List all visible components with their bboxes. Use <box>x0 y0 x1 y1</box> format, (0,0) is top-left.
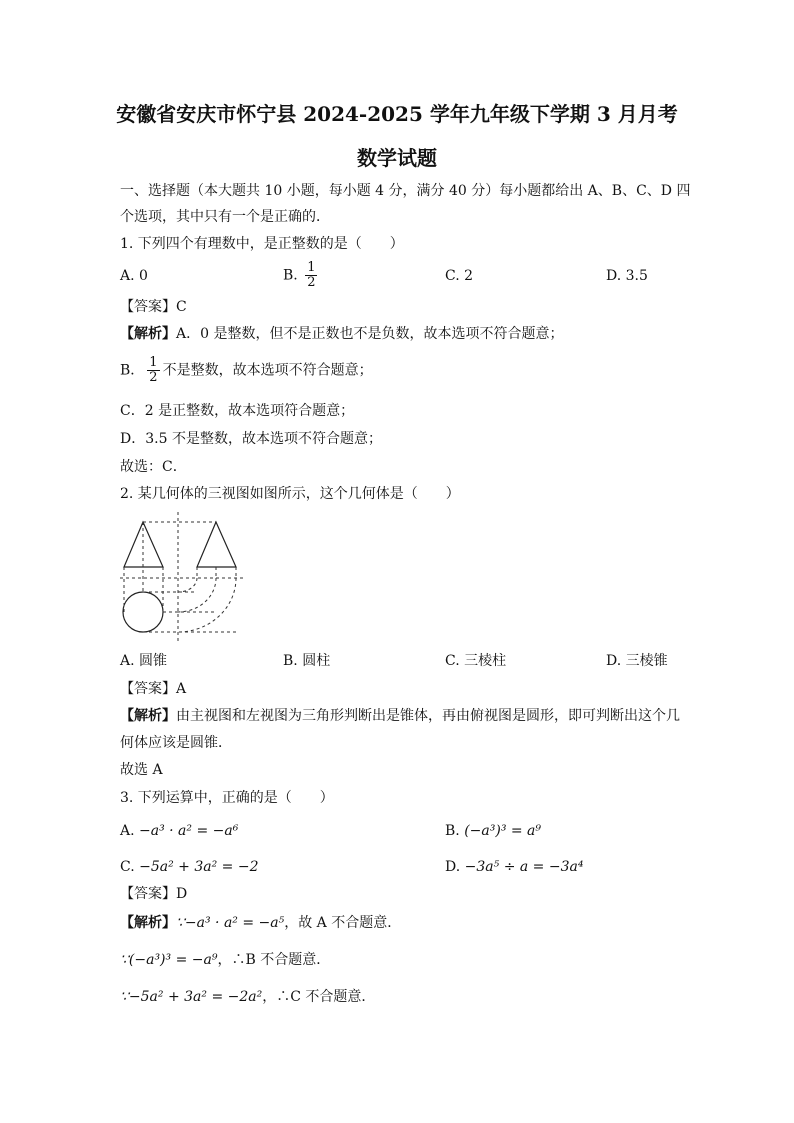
q1-answer: 【答案】C <box>120 299 187 315</box>
q3-analysis-expression2: ∵(−a³)³ = −a⁹ <box>120 952 218 968</box>
fraction-numerator: 1 <box>149 355 158 370</box>
q1-analysis-b-fraction <box>147 356 159 385</box>
fraction-denominator: 2 <box>149 370 158 385</box>
q3-option-a-label: A. <box>120 823 135 839</box>
q3-analysis-tail2: ，∴B 不合题意． <box>217 952 331 968</box>
analysis-label: 【解析】 <box>120 708 176 724</box>
side-view-triangle <box>197 522 236 567</box>
q3-analysis-line2 <box>120 950 330 970</box>
q3-stem: 3. 下列运算中，正确的是（ ） <box>120 790 334 806</box>
analysis-label: 【解析】 <box>120 326 176 342</box>
q3-option-c-label: C. <box>120 859 135 875</box>
q2-option-c: C. 三棱柱 <box>445 653 507 669</box>
q1-option-b <box>283 261 320 290</box>
q3-option-d-expression: −3a⁵ ÷ a = −3a⁴ <box>464 859 584 875</box>
q2-analysis-text1: 由主视图和左视图为三角形判断出是锥体，再由俯视图是圆形，即可判断出这个几 <box>176 708 680 724</box>
q2-answer: 【答案】A <box>120 681 187 697</box>
section-heading-line2: 个选项，其中只有一个是正确的． <box>120 209 330 225</box>
q3-analysis-line1 <box>120 913 401 933</box>
doc-subtitle: 数学试题 <box>357 146 437 170</box>
q3-option-b-label: B. <box>445 823 460 839</box>
top-view-circle <box>123 592 163 632</box>
q3-analysis-line3 <box>120 987 375 1007</box>
q2-analysis-line1 <box>120 706 680 726</box>
q1-analysis-b <box>120 356 373 385</box>
q1-option-a: A. 0 <box>120 268 148 284</box>
q1-analysis-b-prefix: B． <box>120 362 145 379</box>
q2-conclusion: 故选 A <box>120 762 163 778</box>
q3-option-b-expression: (−a³)³ = a⁹ <box>464 823 542 839</box>
q1-conclusion: 故选：C． <box>120 459 187 475</box>
q3-analysis-tail1: ，故 A 不合题意． <box>284 915 402 931</box>
q2-option-a: A. 圆锥 <box>120 653 168 669</box>
q1-analysis-c: C．2 是正整数，故本选项符合题意； <box>120 403 355 419</box>
section-heading-line1: 一、选择题（本大题共 10 小题，每小题 4 分，满分 40 分）每小题都给出 A、B、C、D 四 <box>120 183 691 199</box>
fraction-denominator: 2 <box>307 275 316 290</box>
q1-option-b-label: B. <box>283 267 298 284</box>
q3-option-c <box>120 857 259 877</box>
q3-option-d <box>445 857 583 877</box>
q1-analysis-b-text: 不是整数，故本选项不符合题意； <box>162 362 373 379</box>
q3-analysis-expression1: ∵−a³ · a² = −a⁵ <box>176 915 285 931</box>
q1-option-b-fraction <box>305 261 317 290</box>
analysis-label: 【解析】 <box>120 915 176 931</box>
q1-analysis-d: D．3.5 不是整数，故本选项不符合题意； <box>120 431 382 447</box>
q3-analysis-tail3: ，∴C 不合题意． <box>262 989 376 1005</box>
q1-option-d: D. 3.5 <box>606 268 648 284</box>
q2-analysis-line2: 何体应该是圆锥． <box>120 735 232 751</box>
q2-option-d: D. 三棱锥 <box>606 653 668 669</box>
three-view-figure <box>118 510 248 644</box>
q3-option-c-expression: −5a² + 3a² = −2 <box>139 859 259 875</box>
q3-option-a <box>120 821 238 841</box>
q1-option-c: C. 2 <box>445 268 474 284</box>
q3-option-b <box>445 821 541 841</box>
q1-analysis-a <box>120 324 563 344</box>
doc-title: 安徽省安庆市怀宁县 2024-2025 学年九年级下学期 3 月月考 <box>116 102 678 126</box>
q3-answer: 【答案】D <box>120 886 188 902</box>
q3-option-a-expression: −a³ · a² = −a⁶ <box>139 823 239 839</box>
q2-stem: 2. 某几何体的三视图如图所示，这个几何体是（ ） <box>120 486 460 502</box>
q3-option-d-label: D. <box>445 859 461 875</box>
fraction-numerator: 1 <box>307 260 316 275</box>
q3-analysis-expression3: ∵−5a² + 3a² = −2a² <box>120 989 263 1005</box>
q1-stem: 1. 下列四个有理数中，是正整数的是（ ） <box>120 236 404 252</box>
q1-analysis-a-text: A．0 是整数，但不是正数也不是负数，故本选项不符合题意； <box>176 326 564 342</box>
q2-option-b: B. 圆柱 <box>283 653 331 669</box>
